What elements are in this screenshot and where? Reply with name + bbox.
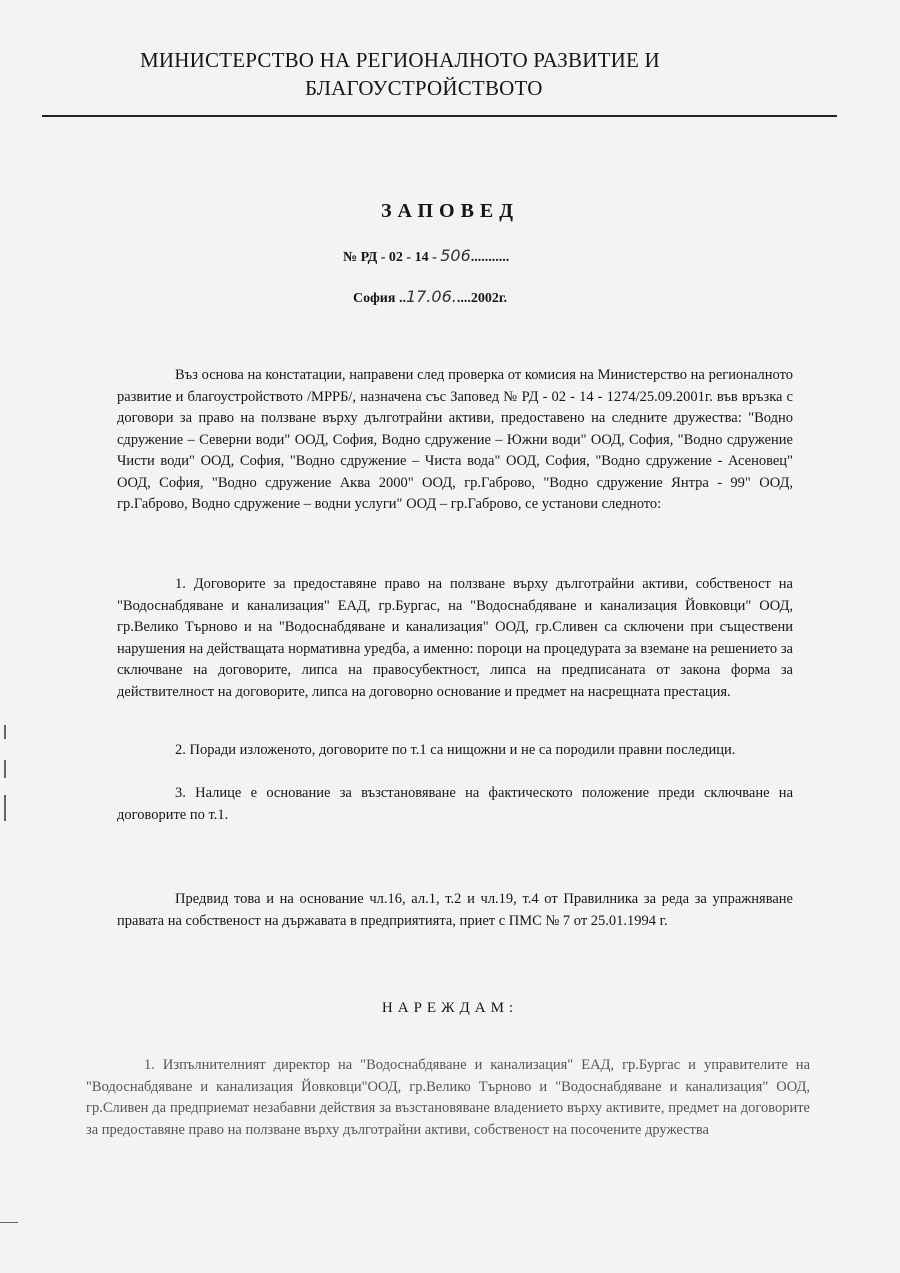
ministry-name-line-2: БЛАГОУСТРОЙСТВОТО <box>305 76 543 100</box>
order-place-prefix: София .. <box>353 291 406 306</box>
ministry-name-line-1: МИНИСТЕРСТВО НА РЕГИОНАЛНОТО РАЗВИТИЕ И <box>140 48 660 72</box>
order-title: ЗАПОВЕД <box>380 200 520 222</box>
order-number <box>343 246 509 266</box>
legal-basis-paragraph: Предвид това и на основание чл.16, ал.1, т.2 и чл.19, т.4 от Правилника за реда за упражняване правата на собственост на държавата в предприятията, приет с ПМС № 7 от 25.01.1994 г. <box>117 891 793 929</box>
order-number-suffix: ........... <box>470 250 510 265</box>
finding-2: 2. Поради изложеното, договорите по т.1 са нищожни и не са породили правни последици. <box>175 742 736 758</box>
finding-1: 1. Договорите за предоставяне право на ползване върху дълготрайни активи, собственост на "Водоснабдяване и канализация" ЕАД, гр.Бургас, на "Водоснабдяване и канализация Йовковци" ООД, гр.Велико Търново и на "Водоснабдяване и канализация" ООД, гр.Сливен са сключени при съществени нарушения на действащата нормативна уредба, а именно: пороци на процедурата за вземане на решението за сключване на договорите, липса на правосубектност, липса на предписаната от закона форма за действителност на договорите, липса на договорно основание и предмет на насрещната престация. <box>117 576 793 700</box>
scan-edge-mark <box>4 795 6 821</box>
order-number-handwritten: 506 <box>440 246 471 265</box>
scan-edge-mark <box>4 760 6 778</box>
scan-corner-mark <box>0 1222 18 1223</box>
intro-paragraph: Въз основа на констатации, направени след проверка от комисия на Министерство на регионалното развитие и благоустройството /МРРБ/, назначена със Заповед № РД - 02 - 14 - 1274/25.09.2001г. във връзка с договори за право на ползване върху дълготрайни активи, предоставено на следните дружества: "Водно сдружение – Северни води" ООД, София, Водно сдружение – Южни води" ООД, София, "Водно сдружение Чисти води" ООД, София, "Водно сдружение – Чиста вода" ООД, София, "Водно сдружение - Асеновец" ООД, София, "Водно сдружение Аква 2000" ООД, гр.Габрово, "Водно сдружение Янтра - 99" ООД, гр.Габрово, Водно сдружение – водни услуги" ООД – гр.Габрово, се установи следното: <box>117 367 793 512</box>
ministry-header <box>140 46 760 102</box>
order-place-date <box>353 287 507 307</box>
order-item-1: 1. Изпълнителният директор на "Водоснабдяване и канализация" ЕАД, гр.Бургас и управителите на "Водоснабдяване и канализация Йовковци"ООД, гр.Велико Търново и "Водоснабдяване и канализация" ООД, гр.Сливен да предприемат незабавни действия за възстановяване владението върху активите, предмет на договорите за предоставяне право на ползване върху дълготрайни активи, собственост на посочените дружества <box>86 1057 810 1138</box>
orders-heading: НАРЕЖДАМ: <box>381 1000 519 1016</box>
scan-edge-mark <box>4 725 6 739</box>
finding-3: 3. Налице е основание за възстановяване на фактическото положение преди сключване на договорите по т.1. <box>117 785 793 823</box>
order-number-prefix: № РД - 02 - 14 - <box>343 250 441 265</box>
order-date-handwritten: 17.06. <box>405 287 457 306</box>
header-divider <box>42 115 837 117</box>
order-place-suffix: ....2002г. <box>456 291 508 306</box>
